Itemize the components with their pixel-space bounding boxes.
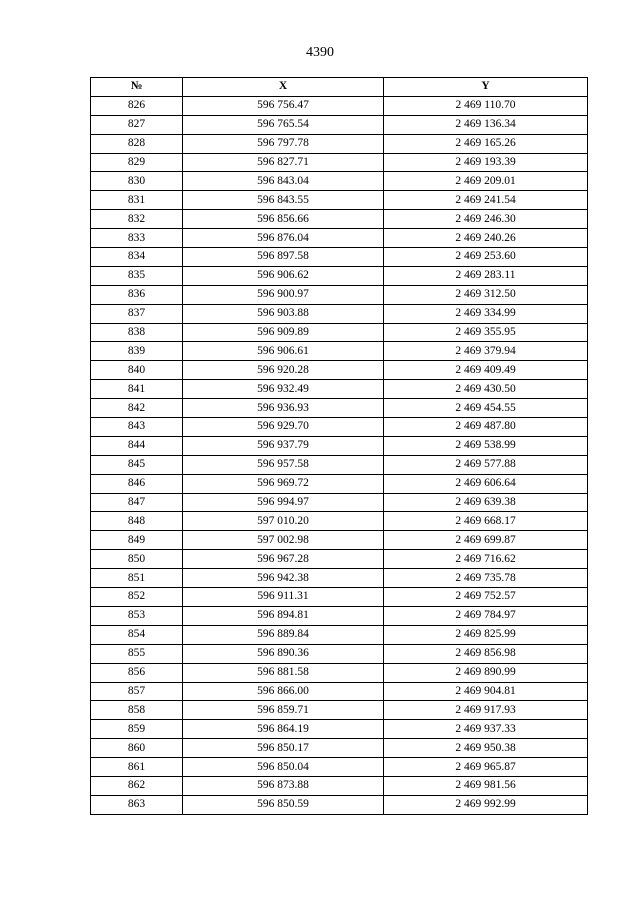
- x-coordinate-cell: 596 903.88: [183, 304, 384, 323]
- y-coordinate-cell: 2 469 241.54: [384, 191, 588, 210]
- point-number-cell: 852: [91, 588, 183, 607]
- column-header-x: X: [183, 78, 384, 97]
- point-number-cell: 836: [91, 285, 183, 304]
- point-number-cell: 849: [91, 531, 183, 550]
- table-row: [91, 588, 588, 607]
- header-row: [91, 78, 588, 97]
- x-coordinate-cell: 596 889.84: [183, 625, 384, 644]
- point-number-cell: 837: [91, 304, 183, 323]
- table-header: [91, 78, 588, 97]
- point-number-cell: 850: [91, 550, 183, 569]
- point-number-cell: 829: [91, 153, 183, 172]
- table-row: [91, 153, 588, 172]
- x-coordinate-cell: 596 797.78: [183, 134, 384, 153]
- y-coordinate-cell: 2 469 784.97: [384, 606, 588, 625]
- point-number-cell: 847: [91, 493, 183, 512]
- point-number-cell: 862: [91, 776, 183, 795]
- table-row: [91, 342, 588, 361]
- table-row: [91, 493, 588, 512]
- point-number-cell: 828: [91, 134, 183, 153]
- x-coordinate-cell: 596 850.59: [183, 795, 384, 814]
- table-row: [91, 210, 588, 229]
- table-row: [91, 682, 588, 701]
- table-row: [91, 701, 588, 720]
- x-coordinate-cell: 596 969.72: [183, 474, 384, 493]
- point-number-cell: 835: [91, 266, 183, 285]
- x-coordinate-cell: 596 850.17: [183, 739, 384, 758]
- x-coordinate-cell: 596 957.58: [183, 455, 384, 474]
- table-row: [91, 134, 588, 153]
- x-coordinate-cell: 596 859.71: [183, 701, 384, 720]
- x-coordinate-cell: 596 909.89: [183, 323, 384, 342]
- point-number-cell: 855: [91, 644, 183, 663]
- y-coordinate-cell: 2 469 825.99: [384, 625, 588, 644]
- y-coordinate-cell: 2 469 735.78: [384, 569, 588, 588]
- y-coordinate-cell: 2 469 430.50: [384, 380, 588, 399]
- y-coordinate-cell: 2 469 904.81: [384, 682, 588, 701]
- y-coordinate-cell: 2 469 856.98: [384, 644, 588, 663]
- table-row: [91, 739, 588, 758]
- x-coordinate-cell: 596 900.97: [183, 285, 384, 304]
- point-number-cell: 841: [91, 380, 183, 399]
- point-number-cell: 860: [91, 739, 183, 758]
- x-coordinate-cell: 596 967.28: [183, 550, 384, 569]
- point-number-cell: 830: [91, 172, 183, 191]
- table-row: [91, 248, 588, 267]
- coordinates-table: [90, 77, 588, 815]
- y-coordinate-cell: 2 469 240.26: [384, 229, 588, 248]
- y-coordinate-cell: 2 469 950.38: [384, 739, 588, 758]
- x-coordinate-cell: 596 876.04: [183, 229, 384, 248]
- table-row: [91, 418, 588, 437]
- point-number-cell: 843: [91, 418, 183, 437]
- x-coordinate-cell: 596 942.38: [183, 569, 384, 588]
- y-coordinate-cell: 2 469 409.49: [384, 361, 588, 380]
- point-number-cell: 848: [91, 512, 183, 531]
- x-coordinate-cell: 597 010.20: [183, 512, 384, 531]
- y-coordinate-cell: 2 469 937.33: [384, 720, 588, 739]
- table-row: [91, 531, 588, 550]
- table-row: [91, 625, 588, 644]
- y-coordinate-cell: 2 469 992.99: [384, 795, 588, 814]
- column-header-y: Y: [384, 78, 588, 97]
- point-number-cell: 846: [91, 474, 183, 493]
- table-row: [91, 323, 588, 342]
- point-number-cell: 839: [91, 342, 183, 361]
- x-coordinate-cell: 596 756.47: [183, 96, 384, 115]
- x-coordinate-cell: 596 936.93: [183, 399, 384, 418]
- table-row: [91, 399, 588, 418]
- y-coordinate-cell: 2 469 454.55: [384, 399, 588, 418]
- table-row: [91, 512, 588, 531]
- x-coordinate-cell: 596 827.71: [183, 153, 384, 172]
- y-coordinate-cell: 2 469 283.11: [384, 266, 588, 285]
- point-number-cell: 853: [91, 606, 183, 625]
- point-number-cell: 856: [91, 663, 183, 682]
- point-number-cell: 831: [91, 191, 183, 210]
- y-coordinate-cell: 2 469 699.87: [384, 531, 588, 550]
- y-coordinate-cell: 2 469 538.99: [384, 436, 588, 455]
- y-coordinate-cell: 2 469 209.01: [384, 172, 588, 191]
- point-number-cell: 859: [91, 720, 183, 739]
- table-body: [91, 96, 588, 814]
- x-coordinate-cell: 596 920.28: [183, 361, 384, 380]
- table-row: [91, 455, 588, 474]
- table-row: [91, 474, 588, 493]
- table-row: [91, 436, 588, 455]
- point-number-cell: 858: [91, 701, 183, 720]
- table-row: [91, 644, 588, 663]
- x-coordinate-cell: 596 873.88: [183, 776, 384, 795]
- y-coordinate-cell: 2 469 577.88: [384, 455, 588, 474]
- y-coordinate-cell: 2 469 193.39: [384, 153, 588, 172]
- table-row: [91, 663, 588, 682]
- table-row: [91, 758, 588, 777]
- point-number-cell: 844: [91, 436, 183, 455]
- table-row: [91, 569, 588, 588]
- point-number-cell: 861: [91, 758, 183, 777]
- x-coordinate-cell: 596 881.58: [183, 663, 384, 682]
- x-coordinate-cell: 596 937.79: [183, 436, 384, 455]
- table-row: [91, 172, 588, 191]
- x-coordinate-cell: 596 890.36: [183, 644, 384, 663]
- table-row: [91, 285, 588, 304]
- x-coordinate-cell: 596 765.54: [183, 115, 384, 134]
- table-row: [91, 304, 588, 323]
- x-coordinate-cell: 596 911.31: [183, 588, 384, 607]
- table-row: [91, 776, 588, 795]
- point-number-cell: 840: [91, 361, 183, 380]
- point-number-cell: 826: [91, 96, 183, 115]
- y-coordinate-cell: 2 469 246.30: [384, 210, 588, 229]
- page-number: 4390: [306, 45, 334, 60]
- table-row: [91, 795, 588, 814]
- y-coordinate-cell: 2 469 965.87: [384, 758, 588, 777]
- point-number-cell: 863: [91, 795, 183, 814]
- x-coordinate-cell: 596 856.66: [183, 210, 384, 229]
- y-coordinate-cell: 2 469 716.62: [384, 550, 588, 569]
- x-coordinate-cell: 596 843.55: [183, 191, 384, 210]
- table-row: [91, 720, 588, 739]
- x-coordinate-cell: 597 002.98: [183, 531, 384, 550]
- point-number-cell: 827: [91, 115, 183, 134]
- point-number-cell: 832: [91, 210, 183, 229]
- y-coordinate-cell: 2 469 379.94: [384, 342, 588, 361]
- y-coordinate-cell: 2 469 355.95: [384, 323, 588, 342]
- point-number-cell: 842: [91, 399, 183, 418]
- y-coordinate-cell: 2 469 752.57: [384, 588, 588, 607]
- y-coordinate-cell: 2 469 606.64: [384, 474, 588, 493]
- point-number-cell: 833: [91, 229, 183, 248]
- table-row: [91, 550, 588, 569]
- x-coordinate-cell: 596 850.04: [183, 758, 384, 777]
- table-row: [91, 266, 588, 285]
- y-coordinate-cell: 2 469 668.17: [384, 512, 588, 531]
- y-coordinate-cell: 2 469 981.56: [384, 776, 588, 795]
- point-number-cell: 857: [91, 682, 183, 701]
- table-row: [91, 115, 588, 134]
- table-row: [91, 191, 588, 210]
- x-coordinate-cell: 596 906.61: [183, 342, 384, 361]
- y-coordinate-cell: 2 469 639.38: [384, 493, 588, 512]
- y-coordinate-cell: 2 469 165.26: [384, 134, 588, 153]
- x-coordinate-cell: 596 906.62: [183, 266, 384, 285]
- x-coordinate-cell: 596 897.58: [183, 248, 384, 267]
- x-coordinate-cell: 596 843.04: [183, 172, 384, 191]
- x-coordinate-cell: 596 994.97: [183, 493, 384, 512]
- x-coordinate-cell: 596 932.49: [183, 380, 384, 399]
- table-row: [91, 229, 588, 248]
- y-coordinate-cell: 2 469 487.80: [384, 418, 588, 437]
- x-coordinate-cell: 596 929.70: [183, 418, 384, 437]
- x-coordinate-cell: 596 894.81: [183, 606, 384, 625]
- point-number-cell: 845: [91, 455, 183, 474]
- y-coordinate-cell: 2 469 110.70: [384, 96, 588, 115]
- table-row: [91, 96, 588, 115]
- table-row: [91, 361, 588, 380]
- y-coordinate-cell: 2 469 253.60: [384, 248, 588, 267]
- column-header-number: №: [91, 78, 183, 97]
- point-number-cell: 851: [91, 569, 183, 588]
- x-coordinate-cell: 596 864.19: [183, 720, 384, 739]
- x-coordinate-cell: 596 866.00: [183, 682, 384, 701]
- y-coordinate-cell: 2 469 917.93: [384, 701, 588, 720]
- point-number-cell: 838: [91, 323, 183, 342]
- y-coordinate-cell: 2 469 136.34: [384, 115, 588, 134]
- y-coordinate-cell: 2 469 334.99: [384, 304, 588, 323]
- point-number-cell: 834: [91, 248, 183, 267]
- table-row: [91, 380, 588, 399]
- table-row: [91, 606, 588, 625]
- point-number-cell: 854: [91, 625, 183, 644]
- y-coordinate-cell: 2 469 890.99: [384, 663, 588, 682]
- y-coordinate-cell: 2 469 312.50: [384, 285, 588, 304]
